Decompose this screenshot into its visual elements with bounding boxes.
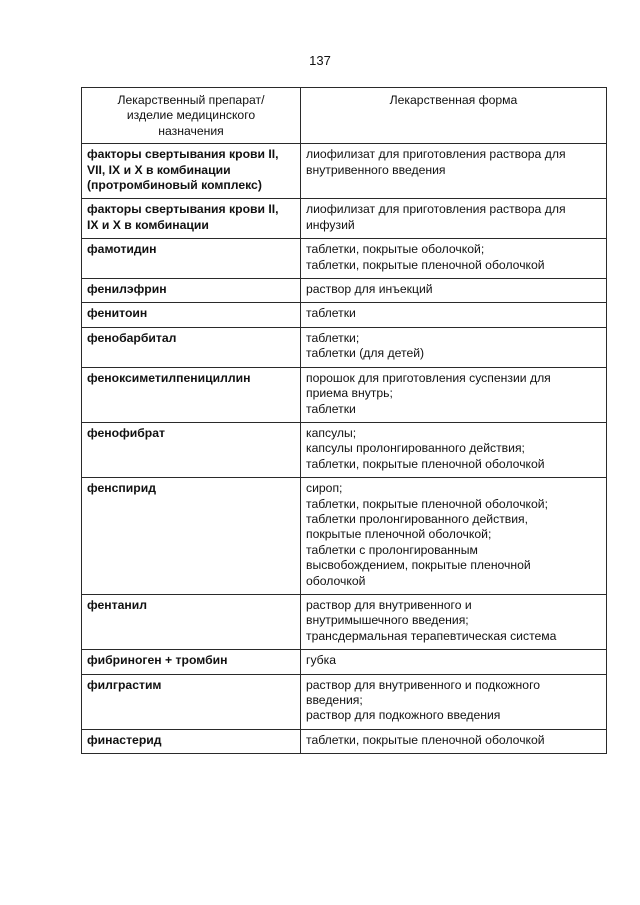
- dosage-form: таблетки; таблетки (для детей): [301, 327, 607, 367]
- drug-name: факторы свертывания крови II, IX и X в комбинации: [82, 199, 301, 239]
- table-row: [82, 422, 607, 477]
- drug-name: факторы свертывания крови II, VII, IX и X в комбинации (протромбиновый комплекс): [82, 144, 301, 199]
- drug-name: фенитоин: [82, 303, 301, 327]
- dosage-form: порошок для приготовления суспензии для приема внутрь; таблетки: [301, 367, 607, 422]
- dosage-form: лиофилизат для приготовления раствора для инфузий: [301, 199, 607, 239]
- table-row: [82, 594, 607, 649]
- table-row: [82, 303, 607, 327]
- dosage-form: капсулы; капсулы пролонгированного действия; таблетки, покрытые пленочной оболочкой: [301, 422, 607, 477]
- table-header-row: [82, 88, 607, 144]
- table-row: [82, 239, 607, 279]
- drug-name: фенилэфрин: [82, 279, 301, 303]
- table-row: [82, 729, 607, 753]
- dosage-form: таблетки, покрытые пленочной оболочкой: [301, 729, 607, 753]
- dosage-form: губка: [301, 650, 607, 674]
- dosage-form: раствор для инъекций: [301, 279, 607, 303]
- dosage-form: сироп; таблетки, покрытые пленочной оболочкой; таблетки пролонгированного действия, покрытые пленочной оболочкой; таблетки с пролонгированным высвобождением, покрытые пленочной оболочкой: [301, 478, 607, 595]
- drug-name: фентанил: [82, 594, 301, 649]
- dosage-form: таблетки: [301, 303, 607, 327]
- dosage-form: таблетки, покрытые оболочкой; таблетки, покрытые пленочной оболочкой: [301, 239, 607, 279]
- page-number: 137: [309, 53, 331, 68]
- dosage-form: раствор для внутривенного и внутримышечного введения; трансдермальная терапевтическая система: [301, 594, 607, 649]
- header-form: Лекарственная форма: [301, 88, 607, 144]
- table-row: [82, 279, 607, 303]
- drug-name: финастерид: [82, 729, 301, 753]
- drug-name: фенофибрат: [82, 422, 301, 477]
- table-row: [82, 199, 607, 239]
- table-row: [82, 650, 607, 674]
- drug-name: феноксиметилпенициллин: [82, 367, 301, 422]
- drug-name: фенспирид: [82, 478, 301, 595]
- header-drug: Лекарственный препарат/ изделие медицинского назначения: [82, 88, 301, 144]
- drug-name: фенобарбитал: [82, 327, 301, 367]
- table-row: [82, 674, 607, 729]
- drug-table: [81, 87, 607, 754]
- table-row: [82, 478, 607, 595]
- dosage-form: раствор для внутривенного и подкожного введения; раствор для подкожного введения: [301, 674, 607, 729]
- table-row: [82, 144, 607, 199]
- dosage-form: лиофилизат для приготовления раствора для внутривенного введения: [301, 144, 607, 199]
- table-row: [82, 367, 607, 422]
- drug-name: фамотидин: [82, 239, 301, 279]
- table-row: [82, 327, 607, 367]
- drug-name: фибриноген + тромбин: [82, 650, 301, 674]
- drug-name: филграстим: [82, 674, 301, 729]
